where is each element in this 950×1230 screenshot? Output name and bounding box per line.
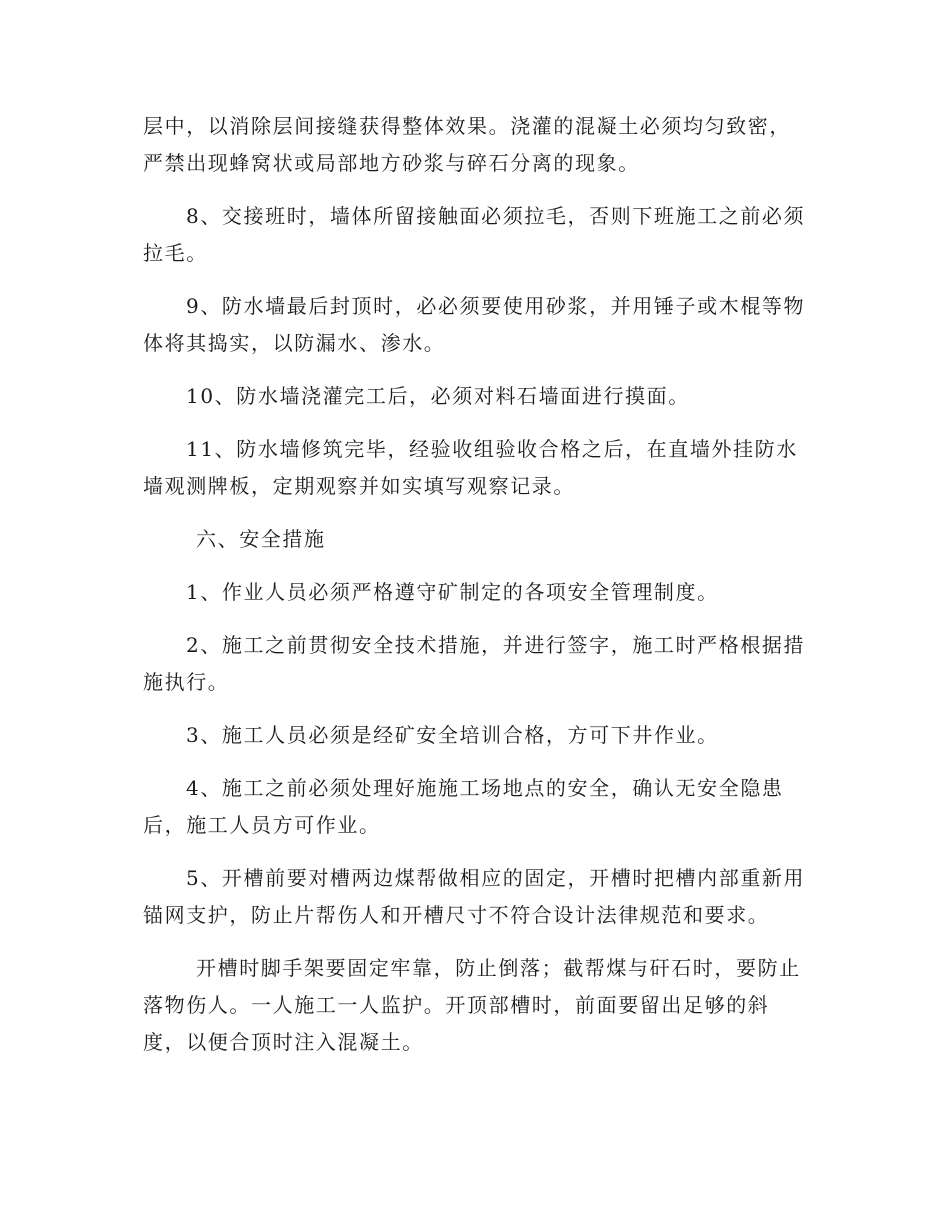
text-line: 拉毛。 <box>143 241 208 265</box>
text-line: 8、交接班时，墙体所留接触面必须拉毛，否则下班施工之前必须 <box>186 204 806 228</box>
text-line: 度，以便合顶时注入混凝土。 <box>143 1030 424 1054</box>
text-line: 3、施工人员必须是经矿安全培训合格，方可下井作业。 <box>186 723 719 747</box>
text-line: 9、防水墙最后封顶时，必必须要使用砂浆，并用锤子或木棍等物 <box>186 294 806 318</box>
text-line: 2、施工之前贯彻安全技术措施，并进行签字，施工时严格根据措 <box>186 633 806 657</box>
text-line: 开槽时脚手架要固定牢靠，防止倒落；截帮煤与矸石时，要防止 <box>196 956 801 980</box>
text-line: 锚网支护，防止片帮伤人和开槽尺寸不符合设计法律规范和要求。 <box>143 903 770 927</box>
text-line: 墙观测牌板，定期观察并如实填写观察记录。 <box>143 474 575 498</box>
text-line: 4、施工之前必须处理好施施工场地点的安全，确认无安全隐患 <box>186 776 784 800</box>
text-line: 1、作业人员必须严格遵守矿制定的各项安全管理制度。 <box>186 580 719 604</box>
text-line: 10、防水墙浇灌完工后，必须对料石墙面进行摸面。 <box>186 384 690 408</box>
text-line: 后，施工人员方可作业。 <box>143 813 381 837</box>
text-line: 5、开槽前要对槽两边煤帮做相应的固定，开槽时把槽内部重新用 <box>186 866 806 890</box>
text-line: 11、防水墙修筑完毕，经验收组验收合格之后，在直墙外挂防水 <box>186 437 798 461</box>
text-line: 施执行。 <box>143 670 230 694</box>
text-line: 严禁出现蜂窝状或局部地方砂浆与碎石分离的现象。 <box>143 151 640 175</box>
text-line: 落物伤人。一人施工一人监护。开顶部槽时，前面要留出足够的斜 <box>143 993 770 1017</box>
text-line: 体将其捣实，以防漏水、渗水。 <box>143 331 446 355</box>
text-line: 层中，以消除层间接缝获得整体效果。浇灌的混凝土必须均匀致密， <box>143 114 791 138</box>
section-heading: 六、安全措施 <box>196 527 326 551</box>
